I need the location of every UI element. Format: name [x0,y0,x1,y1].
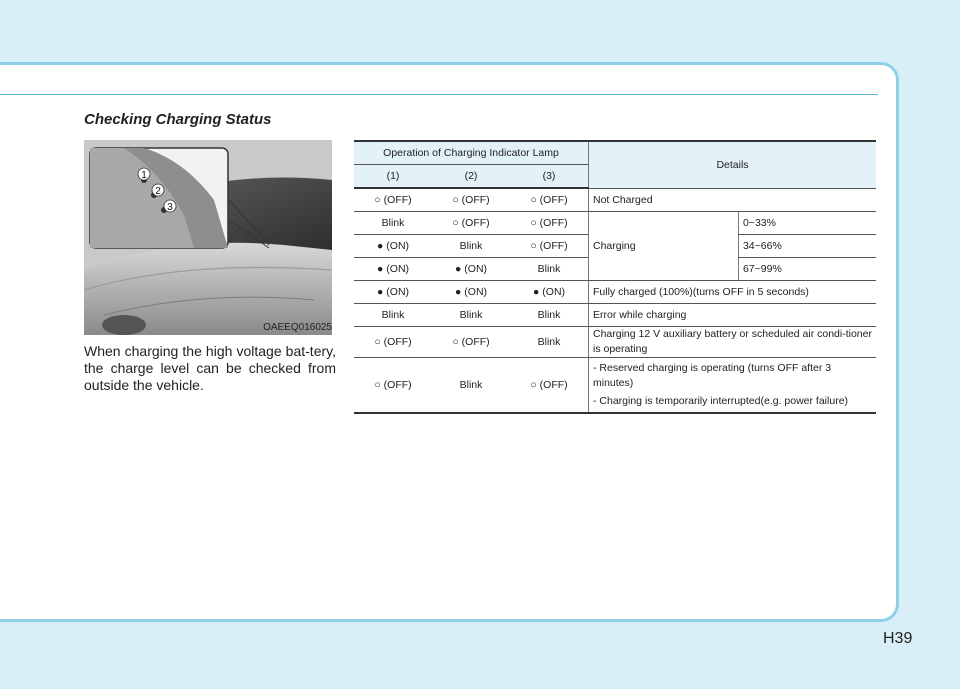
header-col-1: (1) [354,165,432,189]
detail-cell [589,358,877,414]
lamp-state: Blink [459,378,483,391]
lamp-3-cell [510,281,589,304]
table-row [354,327,876,358]
lamp-off-icon: ○ [374,378,381,391]
lamp-2-cell [432,281,510,304]
lamp-1-cell [354,188,432,212]
lamp-state: (ON) [542,286,566,298]
lamp-state: Blink [537,335,561,348]
photo-caption: OAEEQ016025 [263,322,332,333]
lamp-state: Blink [381,309,405,321]
body-text: When charging the high voltage bat-tery, the charge level can be checked from outside the vehicle. [84,343,336,393]
lamp-3-cell [510,327,589,358]
lamp-state: (ON) [464,286,488,298]
detail-cell: 67~99% [738,258,876,281]
lamp-state: Blink [537,263,561,275]
lamp-state: (OFF) [539,217,568,229]
lamp-off-icon: ○ [530,240,537,252]
lamp-2-cell [432,327,510,358]
lamp-state: (OFF) [383,194,412,206]
callout-2: 2 [155,186,161,197]
lamp-2-cell [432,235,510,258]
detail-cell: 0~33% [738,212,876,235]
lamp-1-cell [354,304,432,327]
lamp-2-cell [432,188,510,212]
lamp-on-icon: ● [532,286,540,298]
header-rule [0,94,878,95]
callout-3: 3 [167,202,173,213]
lamp-state: (ON) [386,286,410,298]
header-details: Details [589,141,877,188]
lamp-2-cell [432,258,510,281]
lamp-state: (OFF) [383,335,412,348]
lamp-1-cell [354,327,432,358]
lamp-state: (OFF) [461,194,490,206]
lamp-3-cell [510,188,589,212]
lamp-3-cell [510,235,589,258]
table-row [354,188,876,212]
header-col-2: (2) [432,165,510,189]
lamp-off-icon: ○ [530,217,537,229]
page-number: H39 [883,630,913,647]
lamp-state: (OFF) [539,194,568,206]
lamp-state: (OFF) [539,378,568,391]
detail-cell: Not Charged [589,188,877,212]
charging-label: Charging [589,212,739,281]
lamp-1-cell [354,281,432,304]
vehicle-illustration [84,140,332,335]
detail-cell: Error while charging [589,304,877,327]
lamp-state: (ON) [386,240,410,252]
lamp-off-icon: ○ [374,335,381,348]
lamp-2-cell [432,358,510,414]
lamp-on-icon: ● [376,240,384,252]
table-row [354,358,876,414]
lamp-state: (OFF) [383,378,412,391]
lamp-1-cell [354,235,432,258]
lamp-off-icon: ○ [452,194,459,206]
lamp-on-icon: ● [376,286,384,298]
lamp-state: (ON) [386,263,410,275]
lamp-1-cell [354,358,432,414]
detail-cell: Fully charged (100%)(turns OFF in 5 seconds) [589,281,877,304]
lamp-off-icon: ○ [530,378,537,391]
table-row [354,281,876,304]
charging-status-table [354,140,876,414]
lamp-off-icon: ○ [452,217,459,229]
lamp-1-cell [354,212,432,235]
lamp-3-cell [510,258,589,281]
lamp-1-cell [354,258,432,281]
lamp-2-cell [432,304,510,327]
lamp-state: (OFF) [461,217,490,229]
section-title: Checking Charging Status [84,111,272,128]
lamp-off-icon: ○ [530,194,537,206]
lamp-2-cell [432,212,510,235]
table-row [354,304,876,327]
header-operation: Operation of Charging Indicator Lamp [354,141,589,165]
lamp-on-icon: ● [454,286,462,298]
table-row [354,212,876,235]
lamp-off-icon: ○ [374,194,381,206]
lamp-3-cell [510,304,589,327]
lamp-on-icon: ● [376,263,384,275]
detail-line: - Reserved charging is operating (turns OFF after 3 minutes) [593,362,832,389]
lamp-off-icon: ○ [452,335,459,348]
lamp-state: (OFF) [539,240,568,252]
lamp-3-cell [510,358,589,414]
lamp-on-icon: ● [454,263,462,275]
lamp-state: Blink [459,309,483,321]
lamp-state: (ON) [464,263,488,275]
detail-line: - Charging is temporarily interrupted(e.g. power failure) [593,395,849,407]
vehicle-photo [84,140,332,335]
detail-cell: Charging 12 V auxiliary battery or scheduled air condi-tioner is operating [589,327,877,358]
callout-1: 1 [141,170,147,181]
lamp-state: (OFF) [461,335,490,348]
detail-cell: 34~66% [738,235,876,258]
header-col-3: (3) [510,165,589,189]
lamp-state: Blink [537,309,561,321]
lamp-state: Blink [381,217,405,229]
lamp-3-cell [510,212,589,235]
lamp-state: Blink [459,240,483,252]
